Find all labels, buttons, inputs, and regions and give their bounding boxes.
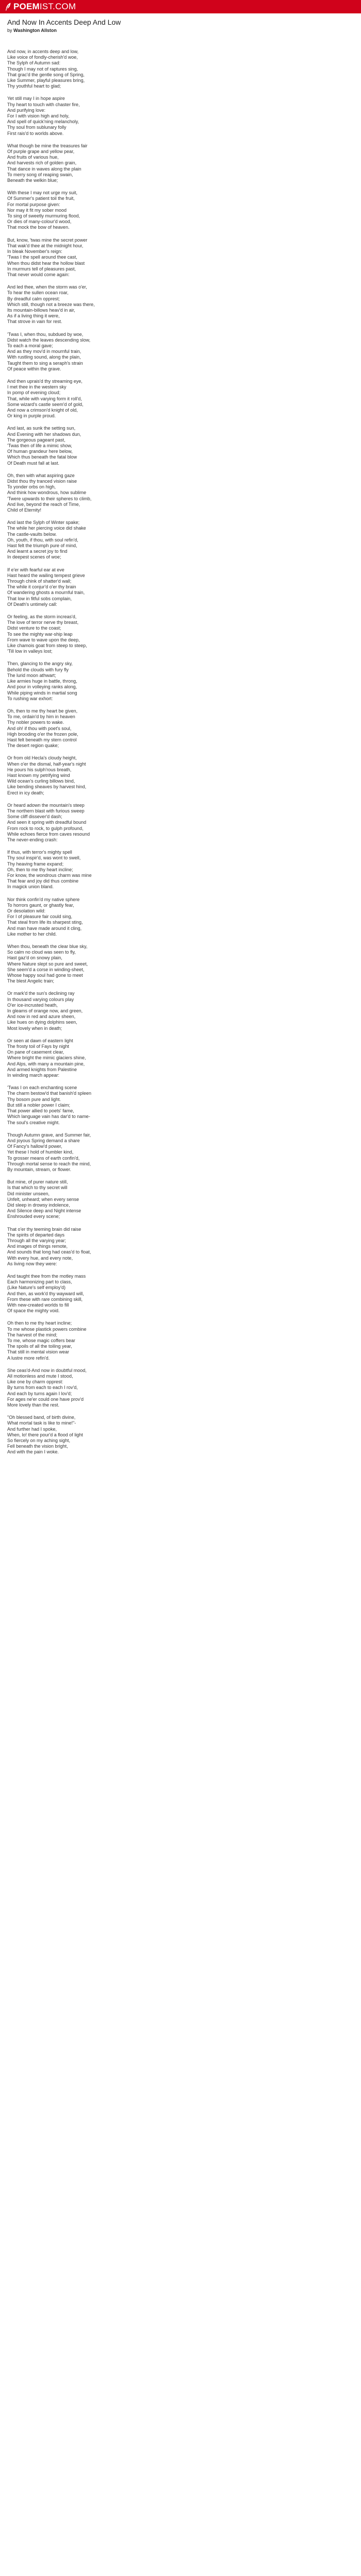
poem-line: Nor may it fit my sober mood — [7, 207, 67, 213]
poem-line: Of peace within the grave. — [7, 366, 61, 371]
poem-line: To yonder orbs on high, — [7, 484, 56, 490]
poem-line: The Sylph of Autumn sad: — [7, 60, 61, 66]
poem-line: To each a moral gave; — [7, 343, 53, 348]
poem-line: Hast felt the triumph pure of mind, — [7, 543, 77, 549]
poem-line: The while it conjur'd o'er thy brain — [7, 584, 76, 590]
poem-line: Fell beneath the vision bright, — [7, 1444, 68, 1449]
poem-line: Yet these I hold of humbler kind, — [7, 1149, 74, 1155]
poem-line: The harvest of the mind; — [7, 1332, 58, 1337]
poem-line: Like one by charm opprest: — [7, 1379, 63, 1385]
poem-line: Of Death's untimely call: — [7, 601, 57, 607]
poem-line: By dreadful calm opprest; — [7, 296, 60, 301]
poem-line: The frosty toil of Fays by night — [7, 1044, 70, 1049]
poem-line: That, while with varying form it roll'd, — [7, 396, 82, 401]
poem-line: In magick union bland. — [7, 884, 54, 890]
poem-line: Thy soul inspir'd, was wont to swell, — [7, 855, 81, 861]
poem-line: To merry song of reaping swain, — [7, 172, 73, 177]
poem-line: But mine, of purer nature still, — [7, 1179, 68, 1185]
poem-line: But still a nobler power I claim; — [7, 1102, 71, 1108]
poem-line: Child of Eternity! — [7, 507, 42, 513]
poem-line: 'Twas I, when thou, subdued by woe, — [7, 331, 84, 337]
stanza — [7, 1038, 354, 1078]
poem-line: Or desolation wild: — [7, 908, 46, 913]
poem-line: To me, whose magic coffers bear — [7, 1338, 75, 1343]
poem-line: Then, glancing to the angry sky, — [7, 661, 73, 667]
poem-line: And man have made around it cling, — [7, 925, 82, 931]
poem-line: From these with rare combining skill, — [7, 1296, 83, 1302]
poem-line: What mortal task is like to mine!"- — [7, 1420, 76, 1426]
stanza — [7, 238, 354, 278]
stanza — [7, 1368, 354, 1408]
stanza — [7, 1227, 354, 1267]
poem-line: With rustling sound, along the plain, — [7, 354, 81, 360]
poem-line: From wave to wave upon the deep, — [7, 637, 80, 642]
poem-line: When, lo! there pour'd a flood of light — [7, 1432, 83, 1437]
poem-line: If e'er with fearful ear at eve — [7, 567, 64, 572]
poem-line: In winding march appear: — [7, 1073, 60, 1078]
stanza — [7, 1415, 354, 1455]
poem-line: And images of things remote, — [7, 1244, 68, 1249]
poem-line: The soul's creative might. — [7, 1120, 60, 1125]
poem-line: Of Summer's patient toil the fruit, — [7, 196, 75, 201]
poem-line: And Silence deep and Night intense — [7, 1208, 81, 1214]
poem-line: 'Twere upwards to their spheres to climb, — [7, 496, 92, 501]
poem-line: Which still, though not a breeze was there, — [7, 301, 95, 307]
poem-line: In bleak November's reign: — [7, 249, 62, 255]
poem-line: Whose happy soul had gone to meet — [7, 973, 83, 978]
poem-line: And with the pain I woke. — [7, 1449, 59, 1455]
poem-line: To see the mighty war-ship leap — [7, 631, 73, 637]
stanza — [7, 991, 354, 1031]
stanza — [7, 520, 354, 560]
poem-line: Thy bosom pure and light. — [7, 1096, 61, 1102]
poem-line: To grosser means of earth confin'd, — [7, 1155, 80, 1161]
quill-icon — [5, 3, 11, 11]
poem-line: The castle-vaults below. — [7, 531, 57, 537]
poem-line: She seem'd a corse in winding-sheet, — [7, 967, 85, 972]
poem-line: Didst venture to the coast; — [7, 625, 61, 631]
poem-line: He pours his sulph'rous breath, — [7, 767, 72, 772]
poem-line: For I of pleasure fair could sing, — [7, 914, 73, 920]
poem-line: 'Twas then of life a mimic show, — [7, 443, 72, 448]
poem-line: Of Death must fall at last. — [7, 460, 60, 466]
poem-line: Thy soul from sublunary folly — [7, 125, 67, 130]
poem-line: And now, in accents deep and low, — [7, 49, 79, 54]
stanza — [7, 850, 354, 890]
poem-line: And then, as work'd thy wayward will, — [7, 1291, 84, 1296]
poem-line: Oh, then to me thy heart incline; — [7, 867, 73, 872]
poem-line: To me whose plastick powers combine — [7, 1326, 87, 1332]
poem-line: And fruits of various hue, — [7, 155, 59, 160]
author-name[interactable]: Washington Allston — [13, 28, 57, 33]
stanza — [7, 473, 354, 513]
poem-line: Like chamois goat from steep to steep, — [7, 643, 87, 649]
poem-line: Where bright the mimic glaciers shine, — [7, 1055, 86, 1061]
poem-line: Like armies huge in battle, throng, — [7, 679, 77, 684]
poem-line: Enshrouded every scene; — [7, 1214, 60, 1219]
poem-line: And sounds that long had ceas'd to float, — [7, 1249, 91, 1255]
poem-line: The while her piercing voice did shake — [7, 526, 86, 531]
poem-line: A lustre more refin'd. — [7, 1355, 50, 1361]
poem-line: So calm no cloud was seen to fly, — [7, 950, 76, 955]
poem-line: And Alps, with many a mountain pine, — [7, 1061, 85, 1066]
poem-line: To hear the sullen ocean roar, — [7, 290, 69, 296]
poem-line: Or seen at dawn of eastern light — [7, 1038, 73, 1043]
poem-line: That low in fitful sobs complain, — [7, 596, 72, 601]
poem-line: That grac'd the gentle song of Spring, — [7, 72, 85, 77]
stanza — [7, 803, 354, 843]
poem-line: Didst thou thy tranced vision raise — [7, 479, 77, 484]
poem-line: And oh! if thou with poet's soul, — [7, 725, 72, 731]
stanza — [7, 1132, 354, 1173]
poem-line: And each by turns again I lov'd; — [7, 1391, 72, 1396]
poem-line: Is that which to thy secret will — [7, 1185, 68, 1191]
poem-line: Or dies of many-colour'd wood, — [7, 219, 72, 225]
poem-line: Of human grandeur here below, — [7, 449, 73, 454]
poem-line: I met thee in the western sky — [7, 384, 67, 390]
site-header — [0, 0, 361, 13]
poem-line: To sing of sweetly murmuring flood, — [7, 213, 80, 219]
poem-line: And armed knights from Palestine — [7, 1066, 77, 1072]
poem-line: For I with vision high and holy, — [7, 113, 70, 119]
poem-line: To rushing war exhort: — [7, 696, 53, 701]
poem-line: Which language vain has dar'd to name- — [7, 1114, 90, 1120]
poem-line: Yet still may I in hope aspire — [7, 96, 65, 101]
poem-line: Beneath the welkin blue; — [7, 178, 58, 183]
stanza — [7, 332, 354, 372]
poem-line: Though I may not of raptures sing, — [7, 66, 78, 72]
poem-line: And purifying love: — [7, 107, 46, 113]
poem-line: And last the Sylph of Winter spake; — [7, 520, 80, 526]
poem-line: And led thee, when the storm was o'er, — [7, 284, 87, 290]
poem-line: And think how wondrous, how sublime — [7, 490, 87, 496]
poem-line: That power allied to poets' fame, — [7, 1108, 74, 1114]
poem-line: For mortal purpose given: — [7, 201, 60, 207]
poem-line: The lurid moon athwart; — [7, 672, 56, 678]
poem-line: The blest Angelic train; — [7, 978, 55, 984]
poem-line: Most lovely when in death; — [7, 1025, 62, 1031]
poem-line: Taught them to sing a seraph's strain — [7, 360, 83, 366]
poem-line: Like bending sheaves by harvest hind, — [7, 784, 87, 790]
poem-line: The love of terror nerve thy breast, — [7, 620, 79, 625]
stanza — [7, 614, 354, 654]
poem-line: High brooding o'er the frozen pole, — [7, 731, 78, 737]
stanza — [7, 1085, 354, 1125]
poem-line: And pour in volleying ranks along, — [7, 684, 77, 690]
poem-line: That wak'd thee at the midnight hour, — [7, 243, 84, 248]
poem-line: Which thus beneath the fatal blow — [7, 454, 77, 460]
poem-line: And last, as sunk the setting sun, — [7, 426, 76, 431]
poem-line: And learnt a secret joy to find — [7, 549, 68, 554]
stanza — [7, 284, 354, 325]
poem-line: 'Twas I on each enchanting scene — [7, 1085, 77, 1091]
poem-line: The desert region quake; — [7, 743, 59, 749]
poem-line: Or heard adown the mountain's steep — [7, 802, 85, 808]
poem-line: Nor think confin'd my native sphere — [7, 896, 80, 902]
poem-line: Like mother to her child. — [7, 931, 57, 937]
poem-line: And now a crimson'd knight of old, — [7, 407, 78, 413]
poem-line: The never-ending crash: — [7, 837, 58, 842]
poem-line: From rock to rock, to gulph profound, — [7, 825, 84, 831]
poem-line: And now in red and azure sheen, — [7, 1014, 76, 1020]
poem-line: And joyous Spring demand a share — [7, 1138, 80, 1143]
poem-line: (Like Nature's self employ'd) — [7, 1285, 65, 1291]
poem-line: And seen it spring with dreadful bound — [7, 820, 87, 825]
poem-line: Hast heard the wailing tempest grieve — [7, 572, 85, 578]
poem-line: That dance in waves along the plain — [7, 166, 81, 172]
poem-line: Or mark'd the sun's declining ray — [7, 991, 75, 996]
poem-line: If thus, with terror's mighty spell — [7, 850, 72, 855]
poem-line: What though be mine the treasures fair — [7, 143, 88, 148]
poem-line: By turns from each to each I rov'd, — [7, 1385, 78, 1391]
poem-line: Some wizard's castle seem'd of gold, — [7, 401, 84, 407]
poem-line: Through mortal sense to reach the mind, — [7, 1161, 91, 1166]
logo-text-primary: POEM — [13, 2, 40, 11]
poem-line: And further had I spoke, — [7, 1426, 57, 1432]
poem-line: With every hue, and every note, — [7, 1255, 73, 1261]
poem-line: Didst watch the leaves descending slow, — [7, 337, 91, 343]
poem-line: That strove in vain for rest. — [7, 319, 62, 325]
poem-line: With new-created worlds to fill — [7, 1302, 69, 1308]
poem-line: Did sleep in drowsy indolence, — [7, 1202, 70, 1208]
stanza — [7, 755, 354, 795]
poem-line: Thy heaving frame expand; — [7, 861, 64, 867]
poem-line: That still in mental vision wear — [7, 1349, 70, 1355]
poem-line: In gleams of orange now, and green, — [7, 1008, 83, 1014]
stanza — [7, 944, 354, 984]
stanza — [7, 190, 354, 230]
poem-line: And Evening with her shadows dun, — [7, 431, 81, 437]
poem-line: That fear and joy did thus combine — [7, 878, 79, 884]
poem-line: She ceas'd-And now in doubtful mood, — [7, 1367, 87, 1373]
poem-line: In deepest scenes of woe; — [7, 554, 61, 560]
poem-line: Through all the varying year; — [7, 1238, 67, 1243]
poem-line: For know, the wondrous charm was mine — [7, 872, 92, 878]
poem-line: And then uprais'd thy streaming eye, — [7, 378, 83, 384]
poem-line: The spoils of all the toiling year, — [7, 1344, 72, 1349]
poem-line: Or feeling, as the storm increas'd, — [7, 614, 77, 620]
poem-line: Like hues on dying dolphins seen, — [7, 1020, 77, 1025]
poem-line: On pane of casement clear, — [7, 1049, 64, 1055]
stanza — [7, 1179, 354, 1219]
poem-line: Oh, then with what aspiring gaze — [7, 472, 75, 478]
poem-line: Wild ocean's curling billows bind, — [7, 778, 75, 784]
poem-line: In thousand varying colours play — [7, 996, 74, 1002]
stanza — [7, 379, 354, 419]
poem-line: Of Fancy's hallow'd power, — [7, 1144, 62, 1149]
poem-byline — [7, 27, 354, 33]
poem-line: Its mountain-billows heav'd in air, — [7, 307, 75, 313]
poem-line: Unfelt, unheard; when every sense — [7, 1196, 79, 1202]
poem-line: Or king in purple proud. — [7, 413, 56, 419]
poem-line: Some cliff dissever'd dash; — [7, 814, 62, 820]
poem-line: Thy youthful heart to glad; — [7, 83, 61, 89]
stanza — [7, 96, 354, 136]
poem-line: Hast known my petrifying wind — [7, 772, 70, 778]
by-label: by — [7, 28, 12, 33]
poem-line: Through chink of shatter'd wall; — [7, 579, 72, 584]
stanza — [7, 426, 354, 466]
poem-page — [0, 13, 361, 1455]
poem-line: As if a living thing it were, — [7, 313, 60, 319]
poem-line: And taught thee from the motley mass — [7, 1273, 86, 1279]
stanza — [7, 49, 354, 89]
poem-line: In murmurs tell of pleasures past, — [7, 266, 76, 272]
poem-line: More lovely than the rest. — [7, 1402, 60, 1408]
poem-line: Thy nobler powers to wake. — [7, 720, 64, 725]
poem-line: The northern blast with furious sweep — [7, 808, 85, 814]
logo-text-secondary: IST.COM — [39, 2, 76, 11]
stanza — [7, 661, 354, 701]
stanza — [7, 143, 354, 183]
site-logo[interactable] — [5, 2, 76, 12]
poem-title: And Now In Accents Deep And Low — [7, 18, 121, 26]
poem-line: When thou, beneath the clear blue sky, — [7, 944, 88, 950]
poem-line: Erect in icy death; — [7, 790, 44, 795]
poem-line: And harvests rich of golden grain, — [7, 160, 77, 166]
poem-line: Of purple grape and yellow pear, — [7, 149, 75, 155]
poem-line: Oh, then to me thy heart be given, — [7, 708, 78, 714]
poem-line: Hast felt beneath my stern control — [7, 737, 77, 742]
poem-line: That never would come again: — [7, 272, 70, 277]
poem-line: By mountain, stream, or flower. — [7, 1166, 72, 1172]
poem-line: When thou didst hear the hollow blast — [7, 260, 85, 266]
poem-line: First rais'd to worlds above. — [7, 130, 64, 136]
poem-line: So fiercely on my aching sight, — [7, 1438, 71, 1444]
poem-line: Hast gaz'd on snowy plain, — [7, 955, 62, 961]
stanza — [7, 897, 354, 937]
poem-line: With these I may not urge my suit, — [7, 190, 78, 196]
poem-line: While piping winds in martial song — [7, 690, 77, 696]
poem-line: Like Summer, playful pleasures bring, — [7, 78, 85, 83]
poem-line: When o'er the dismal, half-year's night — [7, 761, 86, 767]
poem-line: To horrors gaunt, or ghastly fear, — [7, 902, 74, 908]
poem-line: And live, beyond the reach of Time, — [7, 501, 80, 507]
poem-line: And as they mov'd in mournful train, — [7, 349, 81, 354]
poem-line: Did minister unseen, — [7, 1191, 50, 1196]
poem-line: Of wandering ghosts a mournful train, — [7, 590, 85, 596]
stanza — [7, 1320, 354, 1361]
poem-line: While echoes fierce from caves resound — [7, 831, 90, 837]
poem-line: Or from old Hecla's cloudy height, — [7, 755, 77, 761]
poem-line: Where Nature slept so pure and sweet, — [7, 961, 88, 967]
poem-line: 'Twas I the spell around thee cast, — [7, 255, 77, 260]
poem-line: The charm bestow'd that banish'd spleen — [7, 1091, 92, 1096]
poem-line: But, know, 'twas mine the secret power — [7, 237, 88, 243]
poem-line: That o'er thy teeming brain did raise — [7, 1226, 81, 1232]
poem-line: The spirits of departed days — [7, 1232, 65, 1238]
poem-line: "Oh blessed band, of birth divine, — [7, 1415, 76, 1420]
poem-line: That steal from life its sharpest sting, — [7, 920, 83, 925]
poem-line: To me, ordain'd by him in heaven — [7, 714, 75, 720]
stanza — [7, 567, 354, 607]
poem-line: Thy heart to touch with chaster fire, — [7, 101, 80, 107]
poem-line: All motionless and mute I stood, — [7, 1374, 73, 1379]
poem-line: Though Autumn grave, and Summer fair, — [7, 1132, 91, 1138]
poem-line: Like voice of fondly-cherish'd woe, — [7, 55, 78, 60]
poem-line: Of space the mighty void. — [7, 1308, 60, 1314]
poem-line: That mock the bow of heaven. — [7, 225, 70, 230]
poem-line: Oh then to me thy heart incline; — [7, 1320, 72, 1326]
poem-line: In pomp of evening cloud; — [7, 390, 61, 396]
stanza — [7, 708, 354, 749]
poem-line: As living now they were: — [7, 1261, 57, 1266]
poem-line: Oh, youth, if thou, with soul refin'd, — [7, 537, 78, 543]
poem-body — [7, 49, 354, 1455]
poem-line: O'er ice-incrusted heath, — [7, 1002, 58, 1008]
poem-line: The gorgeous pageant past, — [7, 437, 65, 443]
poem-line: Behold the clouds with fury fly — [7, 667, 69, 672]
poem-line: And spell of quick'ning melancholy, — [7, 119, 79, 125]
poem-line: For ages ne'er could one have prov'd — [7, 1396, 84, 1402]
poem-line: 'Till low in valleys lost; — [7, 649, 53, 654]
stanza — [7, 1274, 354, 1314]
poem-line: Each harmonizing part to class, — [7, 1279, 72, 1285]
